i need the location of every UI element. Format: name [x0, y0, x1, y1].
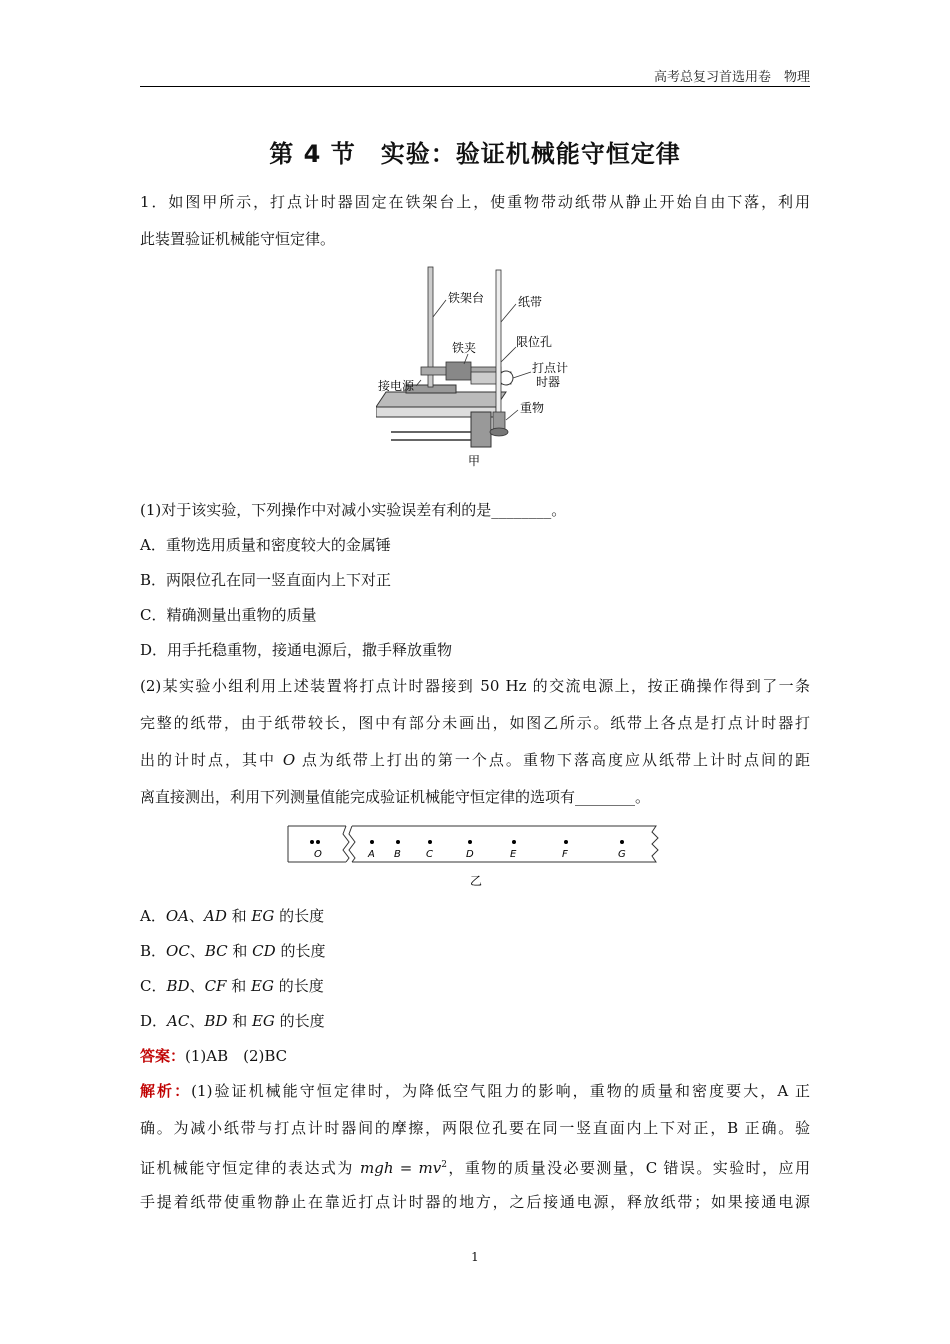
label-timer: 打点计: [532, 361, 569, 375]
label-stand: 铁架台: [448, 291, 485, 305]
answer: [140, 1046, 810, 1066]
part2-stem-line-2: 完整的纸带，由于纸带较长，图中有部分未画出，如图乙所示。纸带上各点是打点计时器打: [140, 714, 810, 732]
paper-tape-diagram: [286, 822, 666, 892]
figure-apparatus: [376, 262, 576, 476]
header-text: 高考总复习首选用卷 物理: [653, 70, 810, 85]
apparatus-diagram: [376, 262, 576, 472]
question-intro-line-1: 1．如图甲所示，打点计时器固定在铁架台上，使重物带动纸带从静止开始自由下落，利用: [140, 193, 810, 211]
tape-dot-g: [620, 840, 624, 844]
analysis-line-3: 证机械能守恒定律的表达式为 mgh = $mv^2$，重物的质量没必要测量，C 错误。实验时，应用: [140, 1159, 810, 1177]
label-power: 接电源: [378, 379, 415, 393]
part1-stem: (1)对于该实验，下列操作中对减小实验误差有利的是________。: [140, 501, 567, 519]
part1-option-c: C．精确测量出重物的质量: [140, 606, 317, 624]
tape-dot-c: [428, 840, 432, 844]
part1-option-b: B．两限位孔在同一竖直面内上下对正: [140, 571, 392, 589]
page-title: 第 4 节 实验：验证机械能守恒定律: [269, 140, 681, 168]
answer-text: (1)AB (2)BC: [185, 1047, 288, 1065]
answer-label: 答案：: [140, 1047, 186, 1065]
tape-dot-a: [370, 840, 374, 844]
part2-option-d: D．AC、BD 和 EG 的长度: [140, 1012, 325, 1030]
weight: [493, 412, 505, 430]
tape-dot-f: [564, 840, 568, 844]
label-tape: 纸带: [518, 295, 543, 309]
part2-option-a: A．OA、AD 和 EG 的长度: [140, 907, 325, 925]
tape-label-e: E: [510, 849, 517, 860]
page-number: 1: [471, 1250, 479, 1264]
part2-stem-line-1: (2)某实验小组利用上述装置将打点计时器接到 50 Hz 的交流电源上，按正确操作得到了一条: [140, 677, 810, 695]
label-timer-2: 时器: [536, 375, 561, 389]
analysis-line-4: 手提着纸带使重物静止在靠近打点计时器的地方，之后接通电源，释放纸带；如果接通电源: [140, 1193, 810, 1211]
label-limit-hole: 限位孔: [516, 335, 553, 349]
tape-label-b: B: [394, 849, 401, 860]
tape-label-f: F: [562, 849, 568, 860]
label-weight: 重物: [520, 401, 545, 415]
part2-option-c: C．BD、CF 和 EG 的长度: [140, 977, 324, 995]
figure-a-caption: 甲: [468, 454, 481, 468]
table-top: [376, 392, 506, 407]
part2-option-b: B．OC、BC 和 CD 的长度: [140, 942, 326, 960]
table-leg: [471, 412, 491, 447]
part2-stem-line-3: 出的计时点，其中 O 点为纸带上打出的第一个点。重物下落高度应从纸带上计时点间的距: [140, 751, 810, 769]
part2-stem-line-4: 离直接测出，利用下列测量值能完成验证机械能守恒定律的选项有________。: [140, 788, 651, 806]
part1-option-a: A．重物选用质量和密度较大的金属锤: [140, 536, 391, 554]
label-clamp: 铁夹: [452, 341, 477, 355]
tape-dot-o: [316, 840, 320, 844]
clamp: [446, 362, 471, 380]
figure-b-caption: 乙: [470, 874, 483, 888]
part1-option-d: D．用手托稳重物，接通电源后，撒手释放重物: [140, 641, 453, 659]
tape-dot-extra: [310, 840, 314, 844]
question-intro-line-2: 此装置验证机械能守恒定律。: [140, 230, 336, 248]
tape-dot-b: [396, 840, 400, 844]
analysis-line-2: 确。为减小纸带与打点计时器间的摩擦，两限位孔要在同一竖直面内上下对正，B 正确。验: [140, 1119, 810, 1137]
paper-tape: [496, 270, 501, 415]
tape-label-d: D: [466, 849, 474, 860]
tape-dot-e: [512, 840, 516, 844]
tape-label-o: O: [314, 849, 322, 860]
tape-dot-d: [468, 840, 472, 844]
tape-label-g: G: [618, 849, 626, 860]
page-header: [140, 64, 810, 87]
figure-paper-tape: [286, 822, 666, 896]
tape-label-a: A: [368, 849, 375, 860]
analysis-label: 解析：: [140, 1082, 192, 1100]
tape-label-c: C: [426, 849, 433, 860]
analysis-line-1: 解析：(1)验证机械能守恒定律时，为降低空气阻力的影响，重物的质量和密度要大，A 正: [140, 1082, 810, 1100]
